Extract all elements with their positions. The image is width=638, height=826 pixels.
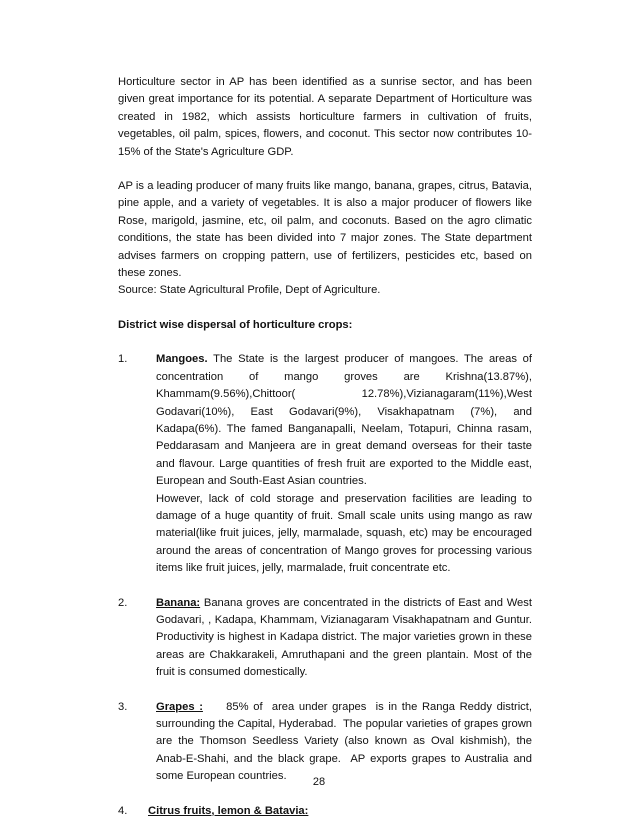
list-item-text: Banana groves are concentrated in the districts of East and West Godavari, , Kadapa, Khammam, Vizianagaram Visakhapatnam and Guntur. Productivity is highest in Kadapa district. The major varieties grown in these areas are Chakkarakeli, Amruthapani and the green plantain. Most of the fruit is consumed domestically. <box>156 596 532 679</box>
list-item-text-continued: However, lack of cold storage and preservation facilities are leading to damage of a huge quantity of fruit. Small scale units using mango as raw material(like fruit juices, jelly, marmalade, squash, etc) may be encouraged around the areas of concentration of Mango groves for processing various items like fruit juices, jelly, marmalade, fruit concentrate etc. <box>156 492 532 575</box>
list-item-number: 3. <box>118 700 128 713</box>
list-item-text: The State is the largest producer of mangoes. The areas of concentration of mango groves are Krishna(13.87%), Khammam(9.56%),Chittoor( 12.78%),Vizianagaram(11%),West Godavari(10%), East Godavari(9%), Visakhapatnam (7%), and Kadapa(6%). The famed Banganapalli, Neelam, Totapuri, Chinna rasam, Peddarasam and Manjeera are in great demand overseas for their taste and flavour. Large quantities of fresh fruit are exported to the Middle east, European and South-East Asian countries. <box>156 353 532 488</box>
list-item-number: 2. <box>118 596 128 609</box>
list-item-banana <box>118 595 532 682</box>
list-item-grapes <box>118 699 536 786</box>
page-content <box>118 74 536 820</box>
list-item-text: 85% of area under grapes is in the Ranga Reddy district, surrounding the Capital, Hyderabad. The popular varieties of grapes grown are the Thomson Seedless Variety (also known as Oval kishmish), the Anab-E-Shahi, and the black grape. AP exports grapes to Australia and some European countries. <box>156 700 536 783</box>
producer-paragraph: AP is a leading producer of many fruits like mango, banana, grapes, citrus, Batavia, pine apple, and a variety of vegetables. It is also a major producer of flowers like Rose, marigold, jasmine, etc, oil palm, and coconuts. Based on the agro climatic conditions, the state has been divided into 7 major zones. The State department advises farmers on cropping pattern, use of fertilizers, pesticides etc, based on these zones. <box>118 180 532 280</box>
list-item-title: Mangoes. <box>156 353 208 366</box>
list-item-citrus <box>118 803 532 820</box>
section-heading: District wise dispersal of horticulture crops: <box>118 318 353 331</box>
list-item-mangoes <box>118 351 532 577</box>
list-item-title: Banana: <box>156 596 201 609</box>
intro-paragraph: Horticulture sector in AP has been identified as a sunrise sector, and has been given great importance for its potential. A separate Department of Horticulture was created in 1982, which assists horticulture farmers in cultivation of fruits, vegetables, oil palm, spices, flowers, and coconut. This sector now contributes 10-15% of the State's Agriculture GDP. <box>118 76 532 158</box>
source-line: Source: State Agricultural Profile, Dept of Agriculture. <box>118 284 381 297</box>
list-item-title: Citrus fruits, lemon & Batavia: <box>148 804 309 817</box>
list-item-number: 4. <box>118 804 128 817</box>
list-item-title: Grapes : <box>156 700 203 713</box>
list-item-number: 1. <box>118 353 128 366</box>
page-number: 28 <box>312 776 326 788</box>
